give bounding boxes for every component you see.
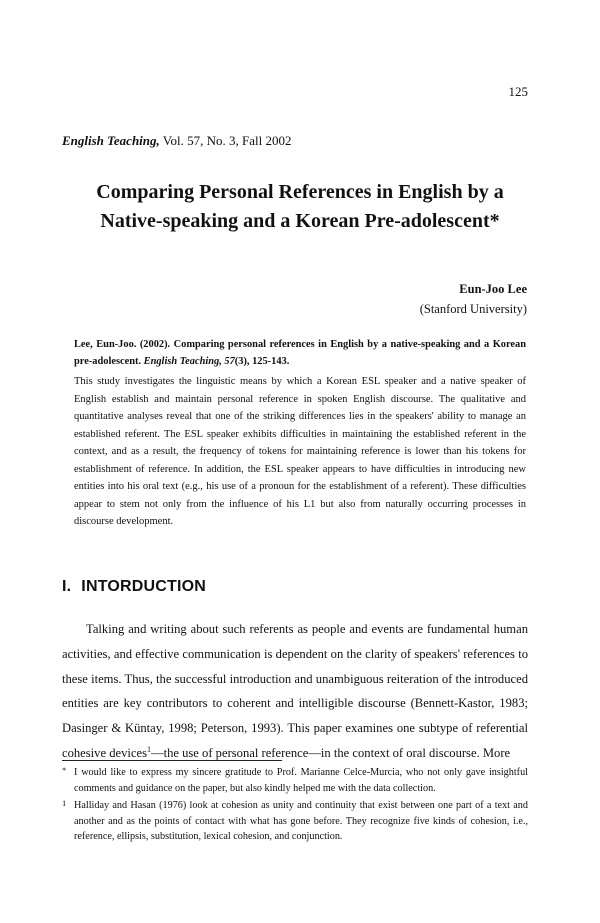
citation (74, 336, 526, 370)
footnote-mark: * (62, 765, 67, 775)
section-number: I. (62, 578, 72, 595)
author-name: Eun-Joo Lee (459, 282, 527, 296)
abstract: This study investigates the linguistic means by which a Korean ESL speaker and a native speaker of English establish and maintain personal reference in spoken English discourse. The qualitative and quantitative analyses reveal that one of the striking differences lies in the speakers' ability to manage an established referent. The ESL speaker exhibits difficulties in maintaining the established referent in the context, and as a result, the frequency of tokens for maintaining reference is lower than his tokens for establishment of reference. In addition, the ESL speaker appears to have difficulties in introducing new entities into his oral text (e.g., his use of a pronoun for the establishment of a referent). These difficulties appear to stem not only from the influence of his L1 but also from naturally occurring processes in discourse development. (74, 376, 526, 527)
footnote (62, 765, 528, 796)
footnote-text: Halliday and Hasan (1976) look at cohesion as unity and continuity that exist between one part of a text and another and as the points of contact with what has gone before. They recognize five kinds of cohesion, i.e., reference, ellipsis, substitution, lexical cohesion, and conjunction. (74, 800, 528, 842)
citation-journal: English Teaching, 57 (143, 356, 235, 367)
journal-header (62, 133, 291, 149)
paper-title-line-2: Native-speaking and a Korean Pre-adolescent* (100, 210, 500, 232)
footnotes (62, 765, 528, 845)
footnote-divider (62, 760, 282, 761)
author-affiliation: (Stanford University) (419, 302, 527, 316)
journal-details: Vol. 57, No. 3, Fall 2002 (159, 133, 292, 148)
intro-paragraph (62, 617, 528, 766)
footnote-mark: 1 (62, 798, 67, 808)
paper-title (40, 178, 560, 236)
paper-title-line-1: Comparing Personal References in English by a (96, 181, 504, 203)
citation-issue: (3), 125-143. (234, 356, 290, 367)
page-number: 125 (508, 84, 528, 99)
footnote-reference[interactable]: 1 (146, 744, 151, 754)
intro-text: Talking and writing about such referents as people and events are fundamental human activities, and effective communication is dependent on the clarity of speakers' references to these items. Thus, the successful introduction and unambiguous reiteration of the introduced entities are key contributors to coherent and intelligible discourse (Bennett-Kastor, 1983; Dasinger & Küntay, 1998; Peterson, 1993). This paper examines one subtype of referential cohesive devices (62, 622, 528, 760)
intro-text-continued: —the use of personal reference—in the context of oral discourse. More (150, 745, 511, 760)
section-heading (62, 578, 206, 596)
author-block (420, 279, 527, 319)
footnote (62, 798, 528, 845)
journal-name: English Teaching, (62, 133, 160, 148)
section-title: INTORDUCTION (81, 578, 207, 595)
footnote-text: I would like to express my sincere gratitude to Prof. Marianne Celce-Murcia, who not only gave insightful comments and guidance on the paper, but also kindly helped me with the data collection. (74, 767, 528, 794)
citation-text: Lee, Eun-Joo. (2002). Comparing personal references in English by a native-speaking and a Korean pre-adolescent. (74, 339, 526, 367)
